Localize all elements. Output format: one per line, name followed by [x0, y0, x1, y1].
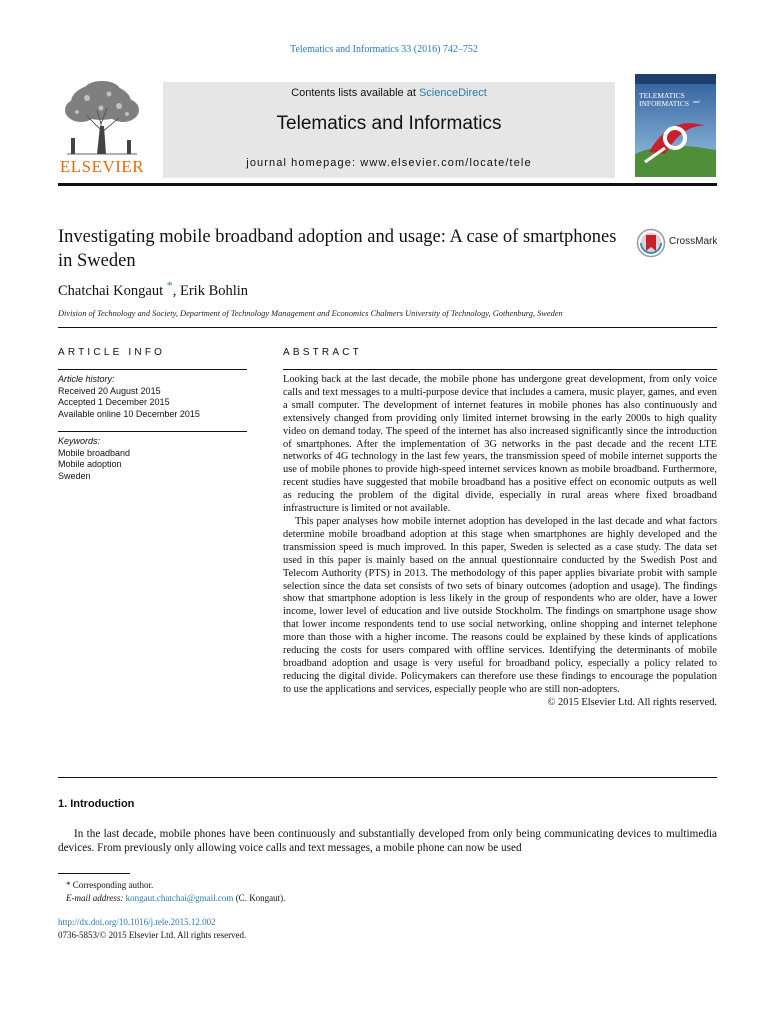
copyright-notice: © 2015 Elsevier Ltd. All rights reserved. [547, 696, 717, 708]
doi-block [58, 916, 246, 941]
sciencedirect-link[interactable]: ScienceDirect [418, 87, 487, 99]
footnote-rule [58, 873, 130, 874]
footnote-corresponding [58, 879, 558, 892]
journal-citation[interactable]: Telematics and Informatics 33 (2016) 742–752 [290, 44, 478, 55]
journal-cover-image[interactable] [635, 74, 716, 177]
email-link[interactable]: kongaut.chatchai@gmail.com [125, 892, 234, 903]
contents-availability [163, 87, 615, 99]
author-name: Erik Bohlin [179, 283, 249, 299]
abstract-heading: ABSTRACT [283, 347, 362, 358]
abstract-body [283, 374, 717, 710]
author-name: Chatchai Kongaut [58, 283, 164, 299]
crossmark-badge[interactable] [636, 228, 720, 258]
journal-header-band [163, 82, 615, 178]
abstract-paragraph: This paper analyses how mobile internet adoption has developed in the last decade and what factors determine mobile broadband adoption at this stage when smartphones are highly developed and the transmission speed is much improved. In this paper, Sweden is selected as a case study. The data set used in this paper is mainly based on the annual questionnaire conducted by the Swedish Post and Telecom Authority (PTS) in 2013. The methodology of this paper applies bivariate probit with sample selection since the data set consists of two sets of binary outcomes (adoption and usage). The findings show that smartphone adoption is less likely in the group of respondents who are older, have a lower income, lower level of education and live outside Stockholm. The findings on smartphone usage show that lower income respondents tend to use social networking, online shopping and internet telephone more than those with a higher income. The reasons could be explained by these kinds of applications reducing the costs for users compared with offline services. Identifying the determinants of mobile broadband adoption and usage is very useful for broadband policy, especially a policy related to reducing the digital divide. Policymakers can therefore use these findings to encourage the population to use the applications and services, especially people who are still non-adopters. [283, 515, 717, 695]
abstract-rule [283, 369, 717, 370]
footnote-mark: * [66, 880, 71, 890]
abstract-paragraph: Looking back at the last decade, the mobile phone has undergone great development, from only voice calls and text messages to a multi-purpose device that includes a camera, music player, games, and even a small computer. The development of internet features in mobile phones has also continuously and extensively changed from providing only limited internet browsing in the early 2000s to high quality video on demand today. The speed of the internet has also increased significantly since the introduction of smartphones. After the implementation of 3G networks in the past decade and the recent LTE networks of 4G technology in the last few years, the transmission speed of mobile internet supports the use of mobile phones to provide high-speed internet services known as mobile broadband. Furthermore, recent studies have suggested that mobile broadband has a positive effect on economic outputs as well as reducing the problem of the digital divide, especially in rural areas where fixed broadband infrastructure is limited or not available. [283, 374, 717, 515]
journal-title: Telematics and Informatics [276, 113, 502, 134]
crossmark-icon [636, 228, 666, 258]
issn-line: 0736-5853/© 2015 Elsevier Ltd. All rights reserved. [58, 929, 247, 940]
history-label: Article history: [58, 374, 115, 384]
keyword-item: Mobile adoption [58, 459, 122, 470]
cover-title-and: and [693, 99, 700, 104]
accepted-date: Accepted 1 December 2015 [58, 397, 170, 408]
footnote-email [58, 892, 558, 905]
article-info-heading: ARTICLE INFO [58, 347, 166, 358]
footnotes [58, 879, 558, 904]
journal-homepage[interactable]: journal homepage: www.elsevier.com/locate/tele [246, 157, 532, 169]
elsevier-wordmark: ELSEVIER [59, 157, 145, 176]
article-title: Investigating mobile broadband adoption and usage: A case of smartphones in Sweden [58, 227, 617, 271]
abstract-bottom-rule [58, 777, 717, 778]
doi-link[interactable]: http://dx.doi.org/10.1016/j.tele.2015.12.002 [58, 917, 216, 927]
email-label: E-mail address: [66, 892, 126, 903]
article-history [58, 374, 248, 420]
cover-title-2: INFORMATICS [639, 99, 690, 108]
author-separator: , [172, 283, 180, 299]
cover-title-1: TELEMATICS [639, 91, 685, 100]
received-date: Received 20 August 2015 [58, 385, 161, 396]
section-heading-introduction: 1. Introduction [58, 798, 135, 810]
keyword-item: Mobile broadband [58, 447, 131, 458]
body-paragraph: In the last decade, mobile phones have been continuously and substantially developed from only being communicating devices to multimedia devices. From previously only allowing voice calls and text messages, a mobile phone can now be used [58, 828, 717, 854]
online-date: Available online 10 December 2015 [58, 408, 200, 419]
keyword-item: Sweden [58, 470, 91, 481]
info-rule-top [58, 369, 247, 370]
keywords [58, 436, 248, 482]
email-suffix: (C. Kongaut). [233, 892, 286, 903]
header-rule [58, 183, 717, 186]
keywords-label: Keywords: [58, 436, 101, 446]
crossmark-label: CrossMark [669, 236, 718, 247]
info-rule-middle [58, 431, 247, 432]
corresponding-author-mark[interactable]: * [166, 278, 173, 293]
footnote-corresponding-text: Corresponding author. [72, 880, 154, 890]
contents-prefix: Contents lists available at [291, 87, 419, 99]
author-list [58, 278, 249, 300]
author-affiliation: Division of Technology and Society, Department of Technology Management and Economics Chalmers University of Technology, Gothenburg, Sweden [58, 309, 563, 318]
title-rule [58, 327, 717, 328]
